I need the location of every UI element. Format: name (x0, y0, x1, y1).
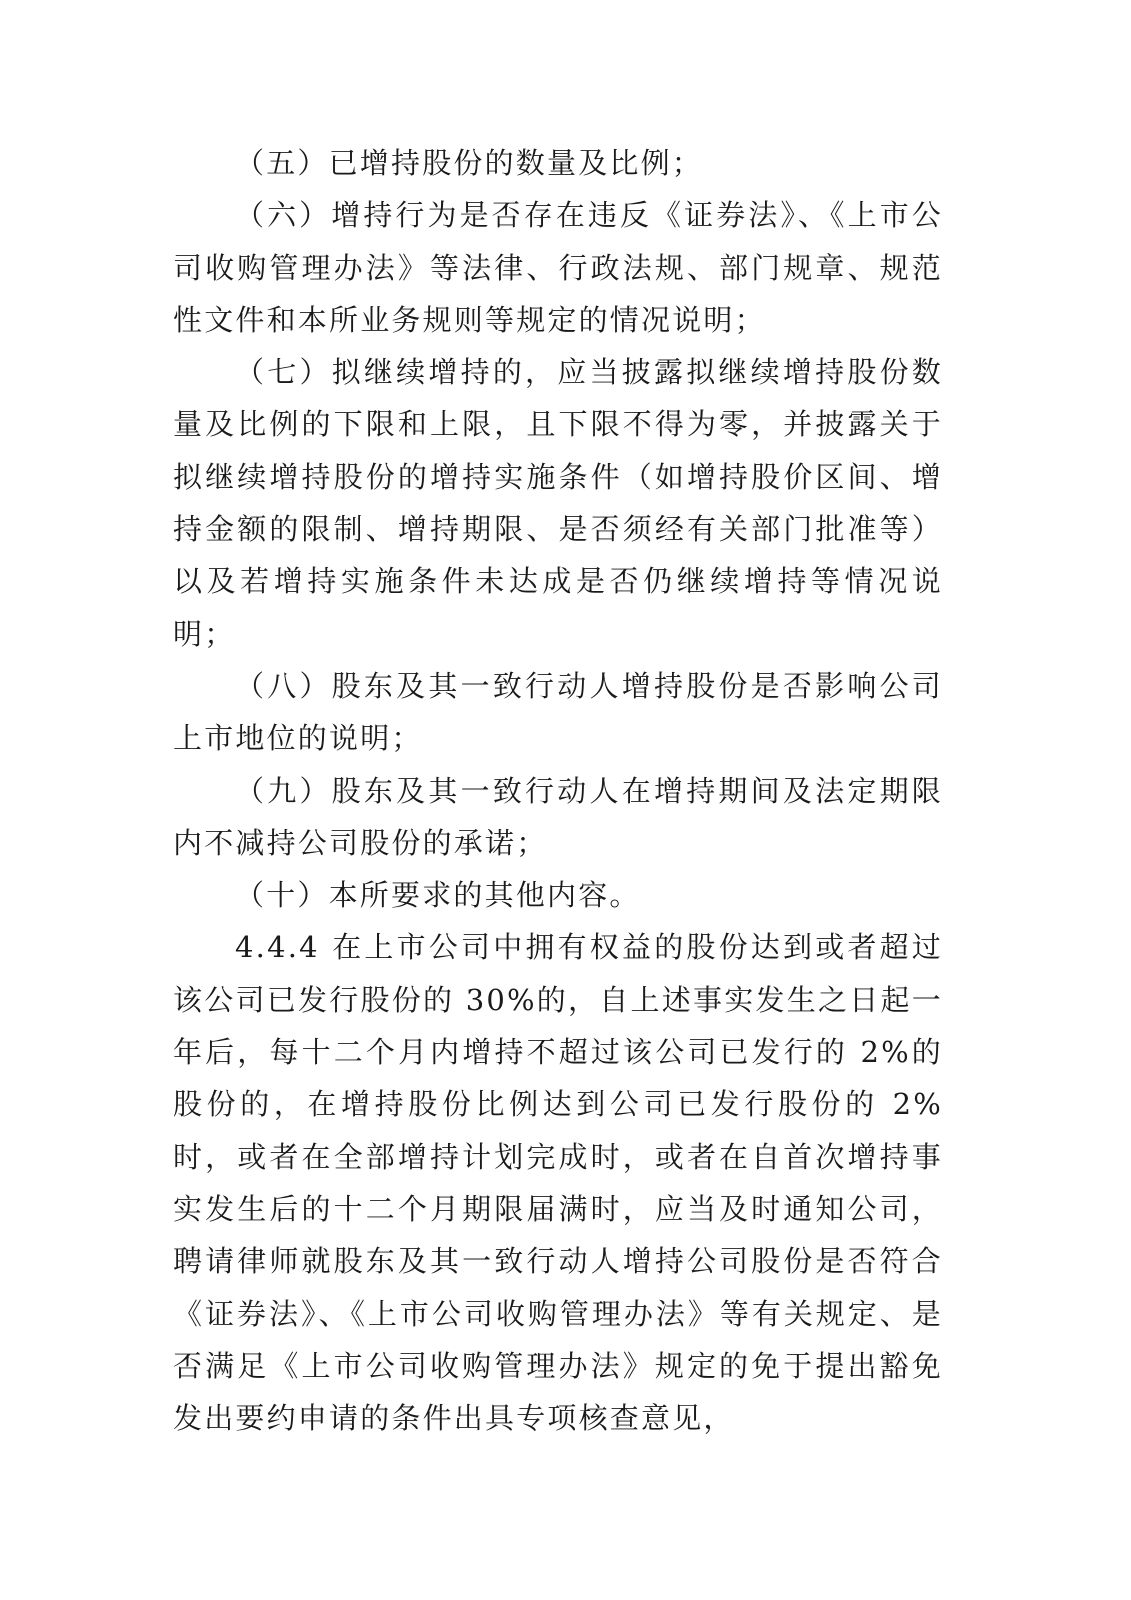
document-body (173, 137, 943, 1444)
paragraph-item-10: （十）本所要求的其他内容。 (235, 878, 641, 913)
paragraph-item-8: （八）股东及其一致行动人增持股份是否影响公司上市地位的说明； (173, 668, 943, 756)
paragraph-item-6: （六）增持行为是否存在违反《证券法》、《上市公司收购管理办法》等法律、行政法规、部门规章、规范性文件和本所业务规则等规定的情况说明； (173, 198, 943, 337)
paragraph-item-5: （五）已增持股份的数量及比例； (235, 146, 704, 180)
paragraph-item-7: （七）拟继续增持的，应当披露拟继续增持股份数量及比例的下限和上限，且下限不得为零，并披露关于拟继续增持股份的增持实施条件（如增持股价区间、增持金额的限制、增持期限、是否须经有关部门批准等）以及若增持实施条件未达成是否仍继续增持等情况说明； (173, 355, 943, 651)
article-4-4-4: 4.4.4 在上市公司中拥有权益的股份达到或者超过该公司已发行股份的 30%的，自上述事实发生之日起一年后，每十二个月内增持不超过该公司已发行的 2%的股份的，在增持股份比例达到公司已发行股份的 2%时，或者在全部增持计划完成时，或者在自首次增持事实发生后的十二个月期限届满时，应当及时通知公司，聘请律师就股东及其一致行动人增持公司股份是否符合《证券法》、《上市公司收购管理办法》等有关规定、是否满足《上市公司收购管理办法》规定的免于提出豁免发出要约申请的条件出具专项核查意见， (173, 930, 943, 1436)
paragraph-item-9: （九）股东及其一致行动人在增持期间及法定期限内不减持公司股份的承诺； (173, 773, 943, 860)
